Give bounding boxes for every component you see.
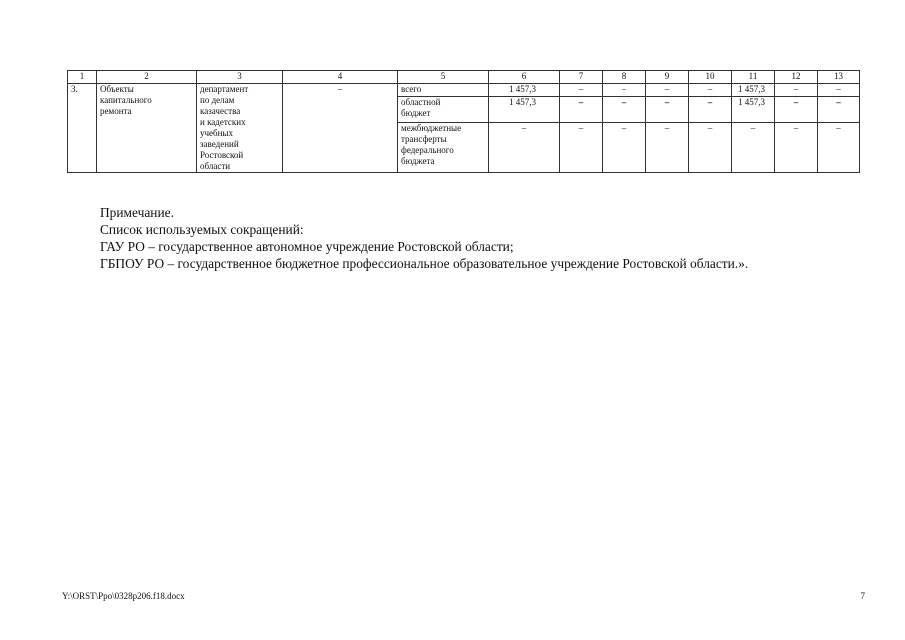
value-cell: – (560, 97, 603, 123)
value-cell: – (818, 84, 860, 97)
value-cell: – (603, 84, 646, 97)
column-header: 11 (732, 71, 775, 84)
abbreviation-gbpou: ГБПОУ РО – государственное бюджетное профессиональное образовательное учреждение Ростовской области.». (100, 256, 749, 271)
column-header: 3 (197, 71, 283, 84)
department-cell: департамент по делам казачества и кадетских учебных заведений Ростовской области (197, 84, 283, 173)
value-cell: – (646, 97, 689, 123)
value-cell: – (818, 97, 860, 123)
value-cell: – (489, 122, 560, 172)
col4-cell: – (283, 84, 398, 173)
value-cell: – (603, 97, 646, 123)
value-cell: 1 457,3 (489, 84, 560, 97)
notes-block (100, 204, 748, 272)
value-cell: – (818, 122, 860, 172)
source-cell: областной бюджет (398, 97, 489, 123)
value-cell: – (775, 122, 818, 172)
column-header: 4 (283, 71, 398, 84)
value-cell: – (646, 122, 689, 172)
value-cell: – (689, 84, 732, 97)
abbreviation-gau: ГАУ РО – государственное автономное учреждение Ростовской области; (100, 239, 514, 254)
column-header: 5 (398, 71, 489, 84)
value-cell: 1 457,3 (732, 84, 775, 97)
value-cell: – (689, 97, 732, 123)
value-cell: – (689, 122, 732, 172)
value-cell: – (560, 122, 603, 172)
page-number: 7 (860, 591, 865, 601)
value-cell: – (775, 97, 818, 123)
value-cell: 1 457,3 (489, 97, 560, 123)
value-cell: – (646, 84, 689, 97)
object-cell: Объекты капитального ремонта (97, 84, 197, 173)
column-header: 10 (689, 71, 732, 84)
value-cell: – (603, 122, 646, 172)
footer-file-path: Y:\ORST\Ppo\0328p206.f18.docx (62, 591, 185, 601)
column-header: 9 (646, 71, 689, 84)
column-header: 7 (560, 71, 603, 84)
value-cell: – (775, 84, 818, 97)
table-header-row (68, 71, 860, 84)
value-cell: – (732, 122, 775, 172)
column-header: 6 (489, 71, 560, 84)
note-title: Примечание. (100, 205, 174, 220)
source-cell: всего (398, 84, 489, 97)
budget-table (67, 70, 860, 173)
column-header: 12 (775, 71, 818, 84)
column-header: 2 (97, 71, 197, 84)
value-cell: 1 457,3 (732, 97, 775, 123)
value-cell: – (560, 84, 603, 97)
column-header: 8 (603, 71, 646, 84)
row-number-cell: 3. (68, 84, 97, 173)
abbreviations-heading: Список используемых сокращений: (100, 222, 304, 237)
column-header: 1 (68, 71, 97, 84)
column-header: 13 (818, 71, 860, 84)
source-cell: межбюджетные трансферты федерального бюджета (398, 122, 489, 172)
table-row (68, 84, 860, 97)
